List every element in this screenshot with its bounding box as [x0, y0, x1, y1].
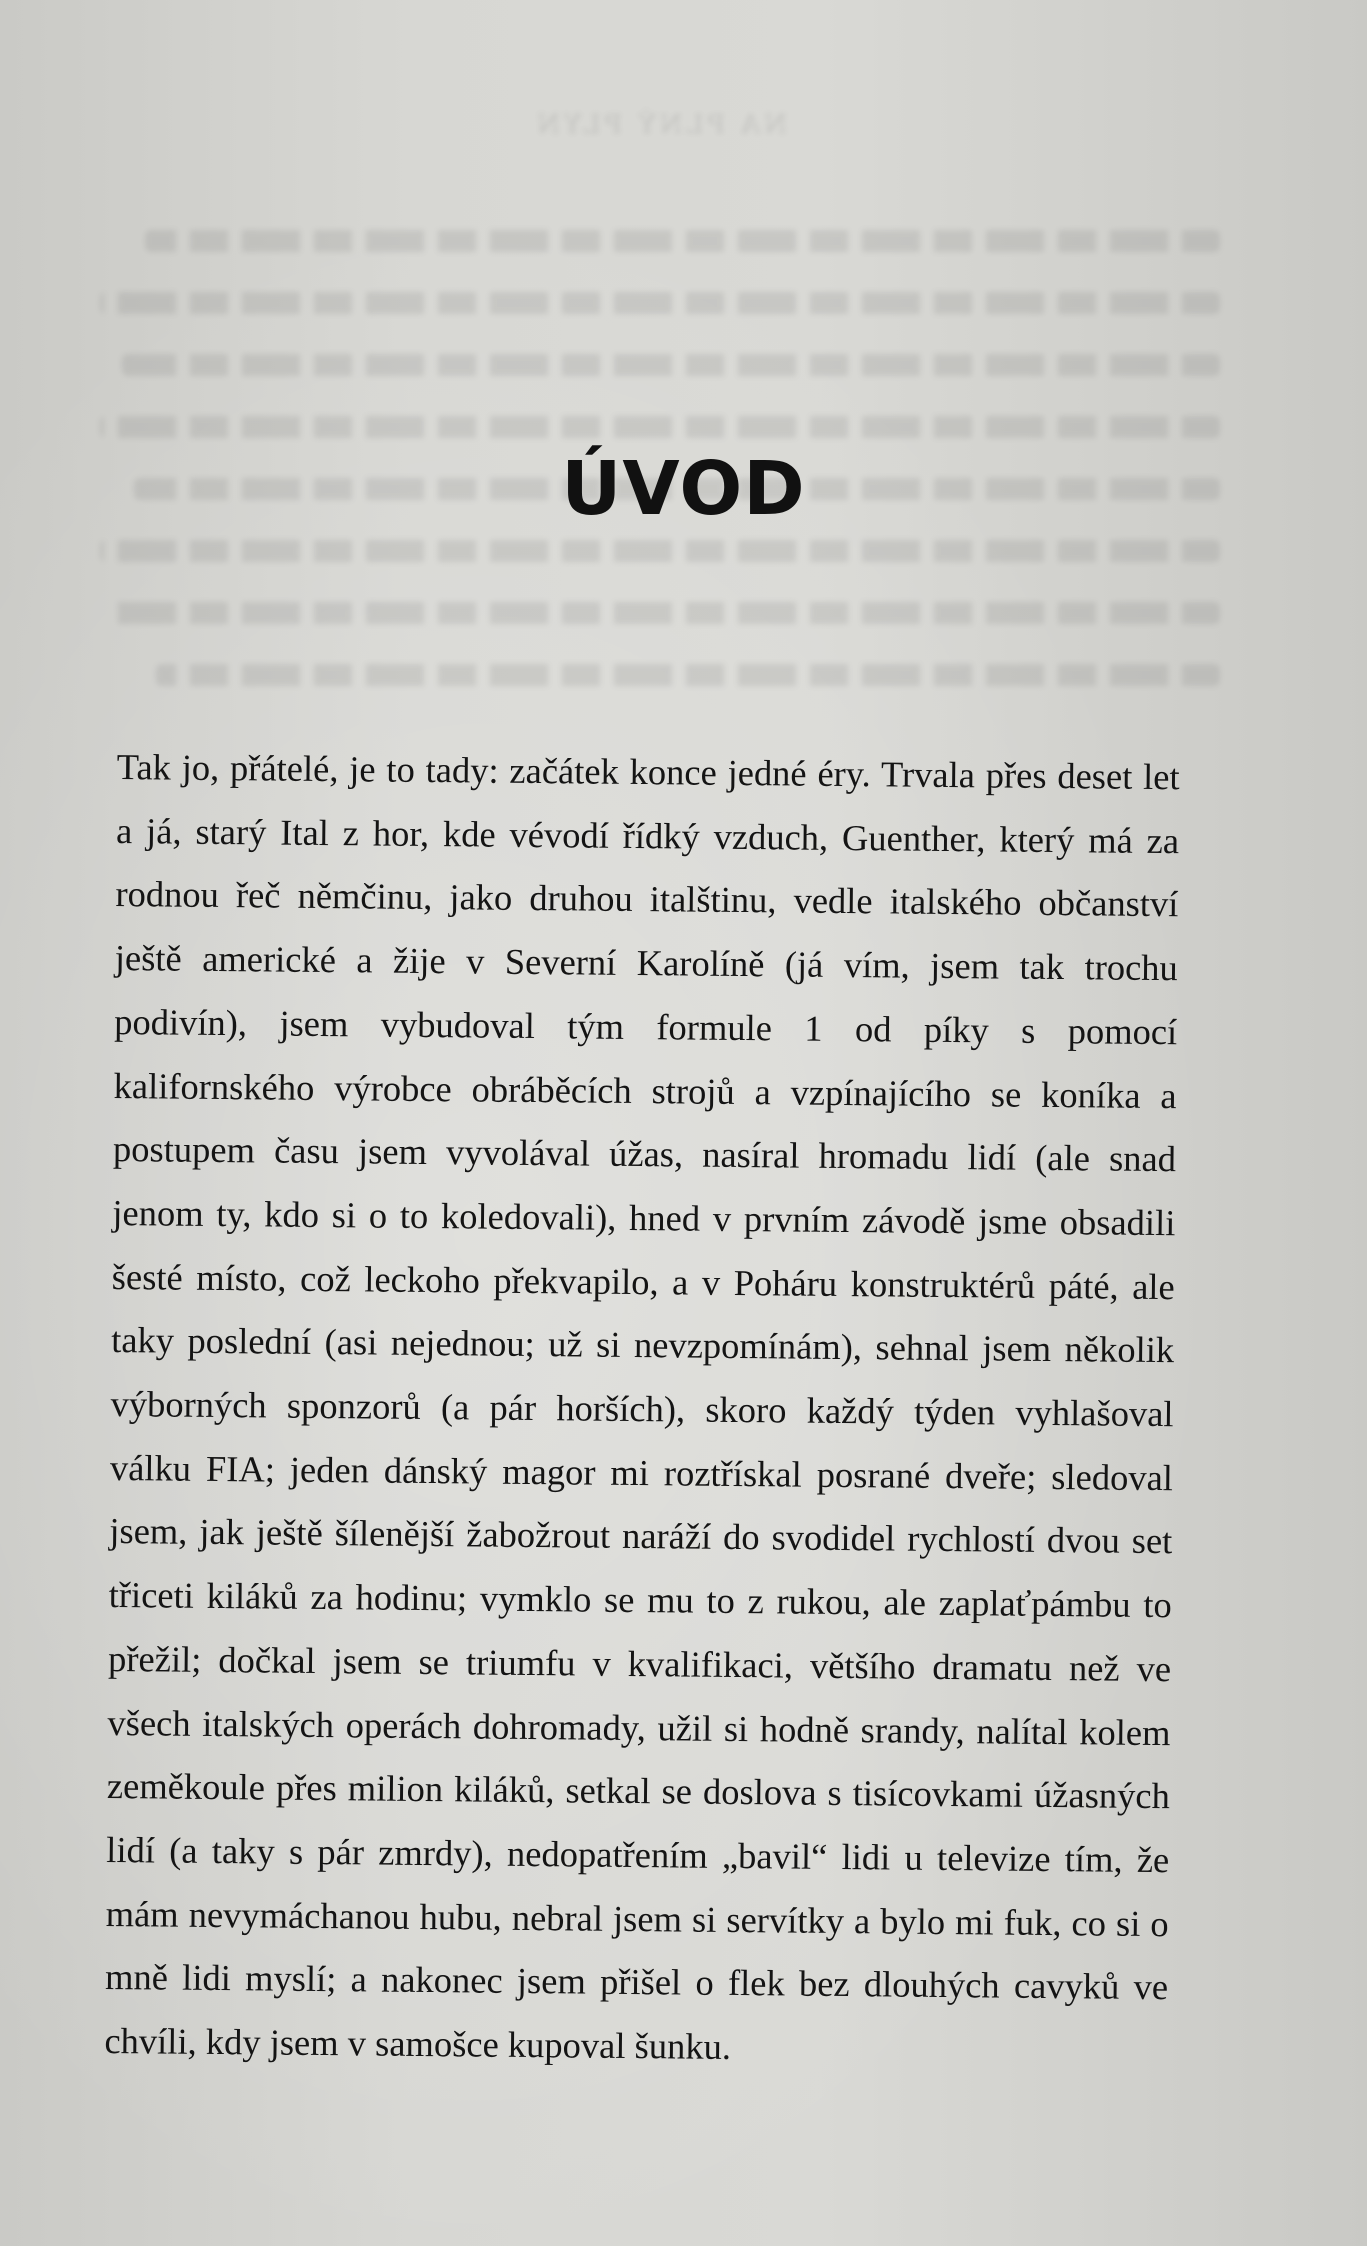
reverse-page-show-through — [100, 100, 1220, 720]
chapter-title: ÚVOD — [561, 446, 806, 532]
body-paragraph: Tak jo, přátelé, je to tady: začátek konce jedné éry. Trvala přes deset let a já, starý Ital z hor, kde vévodí řídký vzduch, Guenther, který má za rodnou řeč němčinu, jako druhou italštinu, vedle italského občanství ještě americké a žije v Severní Karolíně (já vím, jsem tak trochu podivín), jsem vybudoval tým formule 1 od píky s pomocí kalifornského výrobce obráběcích strojů a vzpínajícího se koníka a postupem času jsem vyvolával úžas, nasíral hromadu lidí (ale snad jenom ty, kdo si o to koledovali), hned v prvním závodě jsme obsadili šesté místo, což leckoho překvapilo, a v Poháru konstruktérů páté, ale taky poslední (asi nejednou; už si nevzpomínám), sehnal jsem několik výborných sponzorů (a pár horších), skoro každý týden vyhlašoval válku FIA; jeden dánský magor mi roztřískal posrané dveře; sledoval jsem, jak ještě šílenější žabožrout naráží do svodidel rychlostí dvou set třiceti kiláků za hodinu; vymklo se mu to z rukou, ale zaplaťpámbu to přežil; dočkal jsem se triumfu v kvalifikaci, většího dramatu než ve všech italských operách dohromady, užil si hodně srandy, nalítal kolem zeměkoule přes milion kiláků, setkal se doslova s tisícovkami úžasných lidí (a taky s pár zmrdy), nedopatřením „bavil“ lidi u televize tím, že mám nevymáchanou hubu, nebral jsem si servítky a bylo mi fuk, co si o mně lidi myslí; a nakonec jsem přišel o flek bez dlouhých cavyků ve chvíli, kdy jsem v samošce kupoval šunku. — [104, 745, 1180, 2068]
show-through-header: NA PLNÝ PLYN — [533, 110, 787, 140]
